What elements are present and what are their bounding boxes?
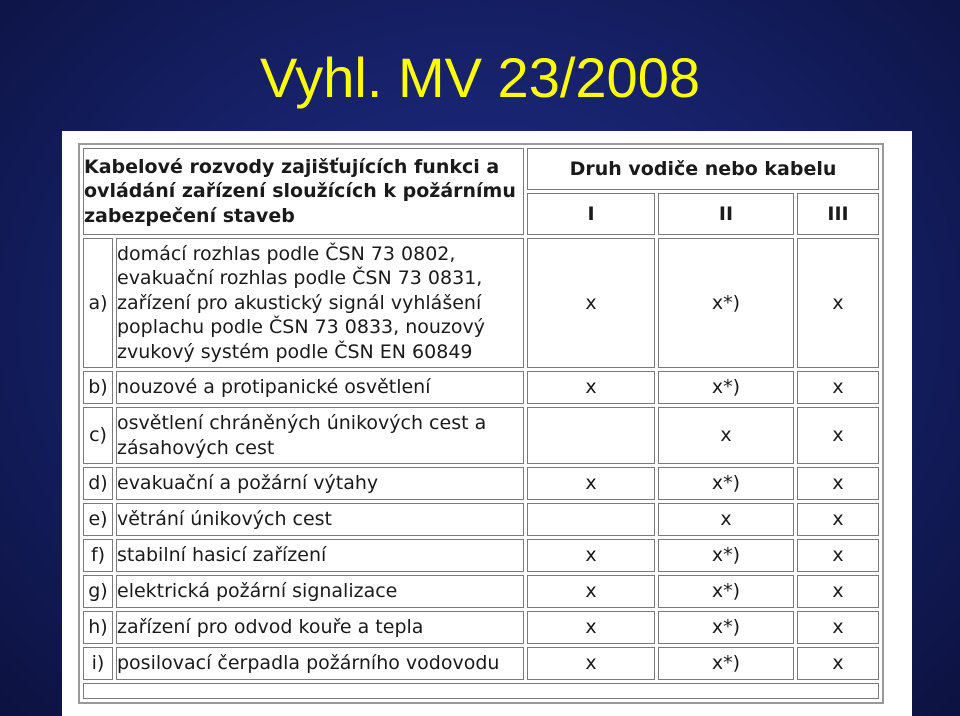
- mark-ii: x*): [658, 467, 794, 500]
- table-row: [83, 467, 879, 500]
- row-text: zařízení pro odvod kouře a tepla: [116, 611, 524, 644]
- mark-i: x: [527, 611, 655, 644]
- header-druh: Druh vodiče nebo kabelu: [527, 148, 879, 190]
- mark-i: [527, 407, 655, 464]
- slide-title: Vyhl. MV 23/2008: [260, 46, 700, 109]
- row-letter: f): [83, 539, 113, 572]
- mark-ii: x: [658, 407, 794, 464]
- table-row: [83, 647, 879, 680]
- row-letter: g): [83, 575, 113, 608]
- table-row: [83, 371, 879, 404]
- table-row: [83, 238, 879, 368]
- table-row: [83, 575, 879, 608]
- row-text: větrání únikových cest: [116, 503, 524, 536]
- mark-iii: x: [797, 407, 879, 464]
- mark-i: x: [527, 238, 655, 368]
- mark-i: x: [527, 371, 655, 404]
- mark-i: x: [527, 647, 655, 680]
- mark-ii: x*): [658, 371, 794, 404]
- mark-ii: x: [658, 503, 794, 536]
- row-letter: e): [83, 503, 113, 536]
- row-text: osvětlení chráněných únikových cest a zásahových cest: [116, 407, 524, 464]
- mark-ii: x*): [658, 647, 794, 680]
- header-main: Kabelové rozvody zajišťujících funkci a ovládání zařízení sloužících k požárnímu zabezpečení staveb: [83, 148, 524, 235]
- table-row-empty: [83, 683, 879, 699]
- mark-iii: x: [797, 647, 879, 680]
- mark-iii: x: [797, 503, 879, 536]
- header-col-iii: III: [797, 193, 879, 235]
- mark-ii: x*): [658, 238, 794, 368]
- row-letter: d): [83, 467, 113, 500]
- mark-iii: x: [797, 539, 879, 572]
- table-panel: [62, 131, 912, 716]
- row-text: elektrická požární signalizace: [116, 575, 524, 608]
- mark-i: [527, 503, 655, 536]
- table-row: [83, 503, 879, 536]
- mark-i: x: [527, 539, 655, 572]
- row-text: evakuační a požární výtahy: [116, 467, 524, 500]
- cable-table: [78, 143, 884, 704]
- empty-cell: [83, 683, 879, 699]
- row-letter: i): [83, 647, 113, 680]
- mark-i: x: [527, 575, 655, 608]
- table-row: [83, 611, 879, 644]
- mark-i: x: [527, 467, 655, 500]
- row-text: domácí rozhlas podle ČSN 73 0802, evakuační rozhlas podle ČSN 73 0831, zařízení pro akustický signál vyhlášení poplachu podle ČSN 73 0833, nouzový zvukový systém podle ČSN EN 60849: [116, 238, 524, 368]
- row-text: nouzové a protipanické osvětlení: [116, 371, 524, 404]
- mark-iii: x: [797, 575, 879, 608]
- mark-ii: x*): [658, 575, 794, 608]
- mark-iii: x: [797, 467, 879, 500]
- mark-ii: x*): [658, 611, 794, 644]
- mark-iii: x: [797, 611, 879, 644]
- row-letter: a): [83, 238, 113, 368]
- mark-ii: x*): [658, 539, 794, 572]
- mark-iii: x: [797, 371, 879, 404]
- table-row: [83, 539, 879, 572]
- header-col-i: I: [527, 193, 655, 235]
- row-letter: b): [83, 371, 113, 404]
- header-col-ii: II: [658, 193, 794, 235]
- row-text: posilovací čerpadla požárního vodovodu: [116, 647, 524, 680]
- table-row: [83, 407, 879, 464]
- mark-iii: x: [797, 238, 879, 368]
- row-letter: c): [83, 407, 113, 464]
- row-text: stabilní hasicí zařízení: [116, 539, 524, 572]
- row-letter: h): [83, 611, 113, 644]
